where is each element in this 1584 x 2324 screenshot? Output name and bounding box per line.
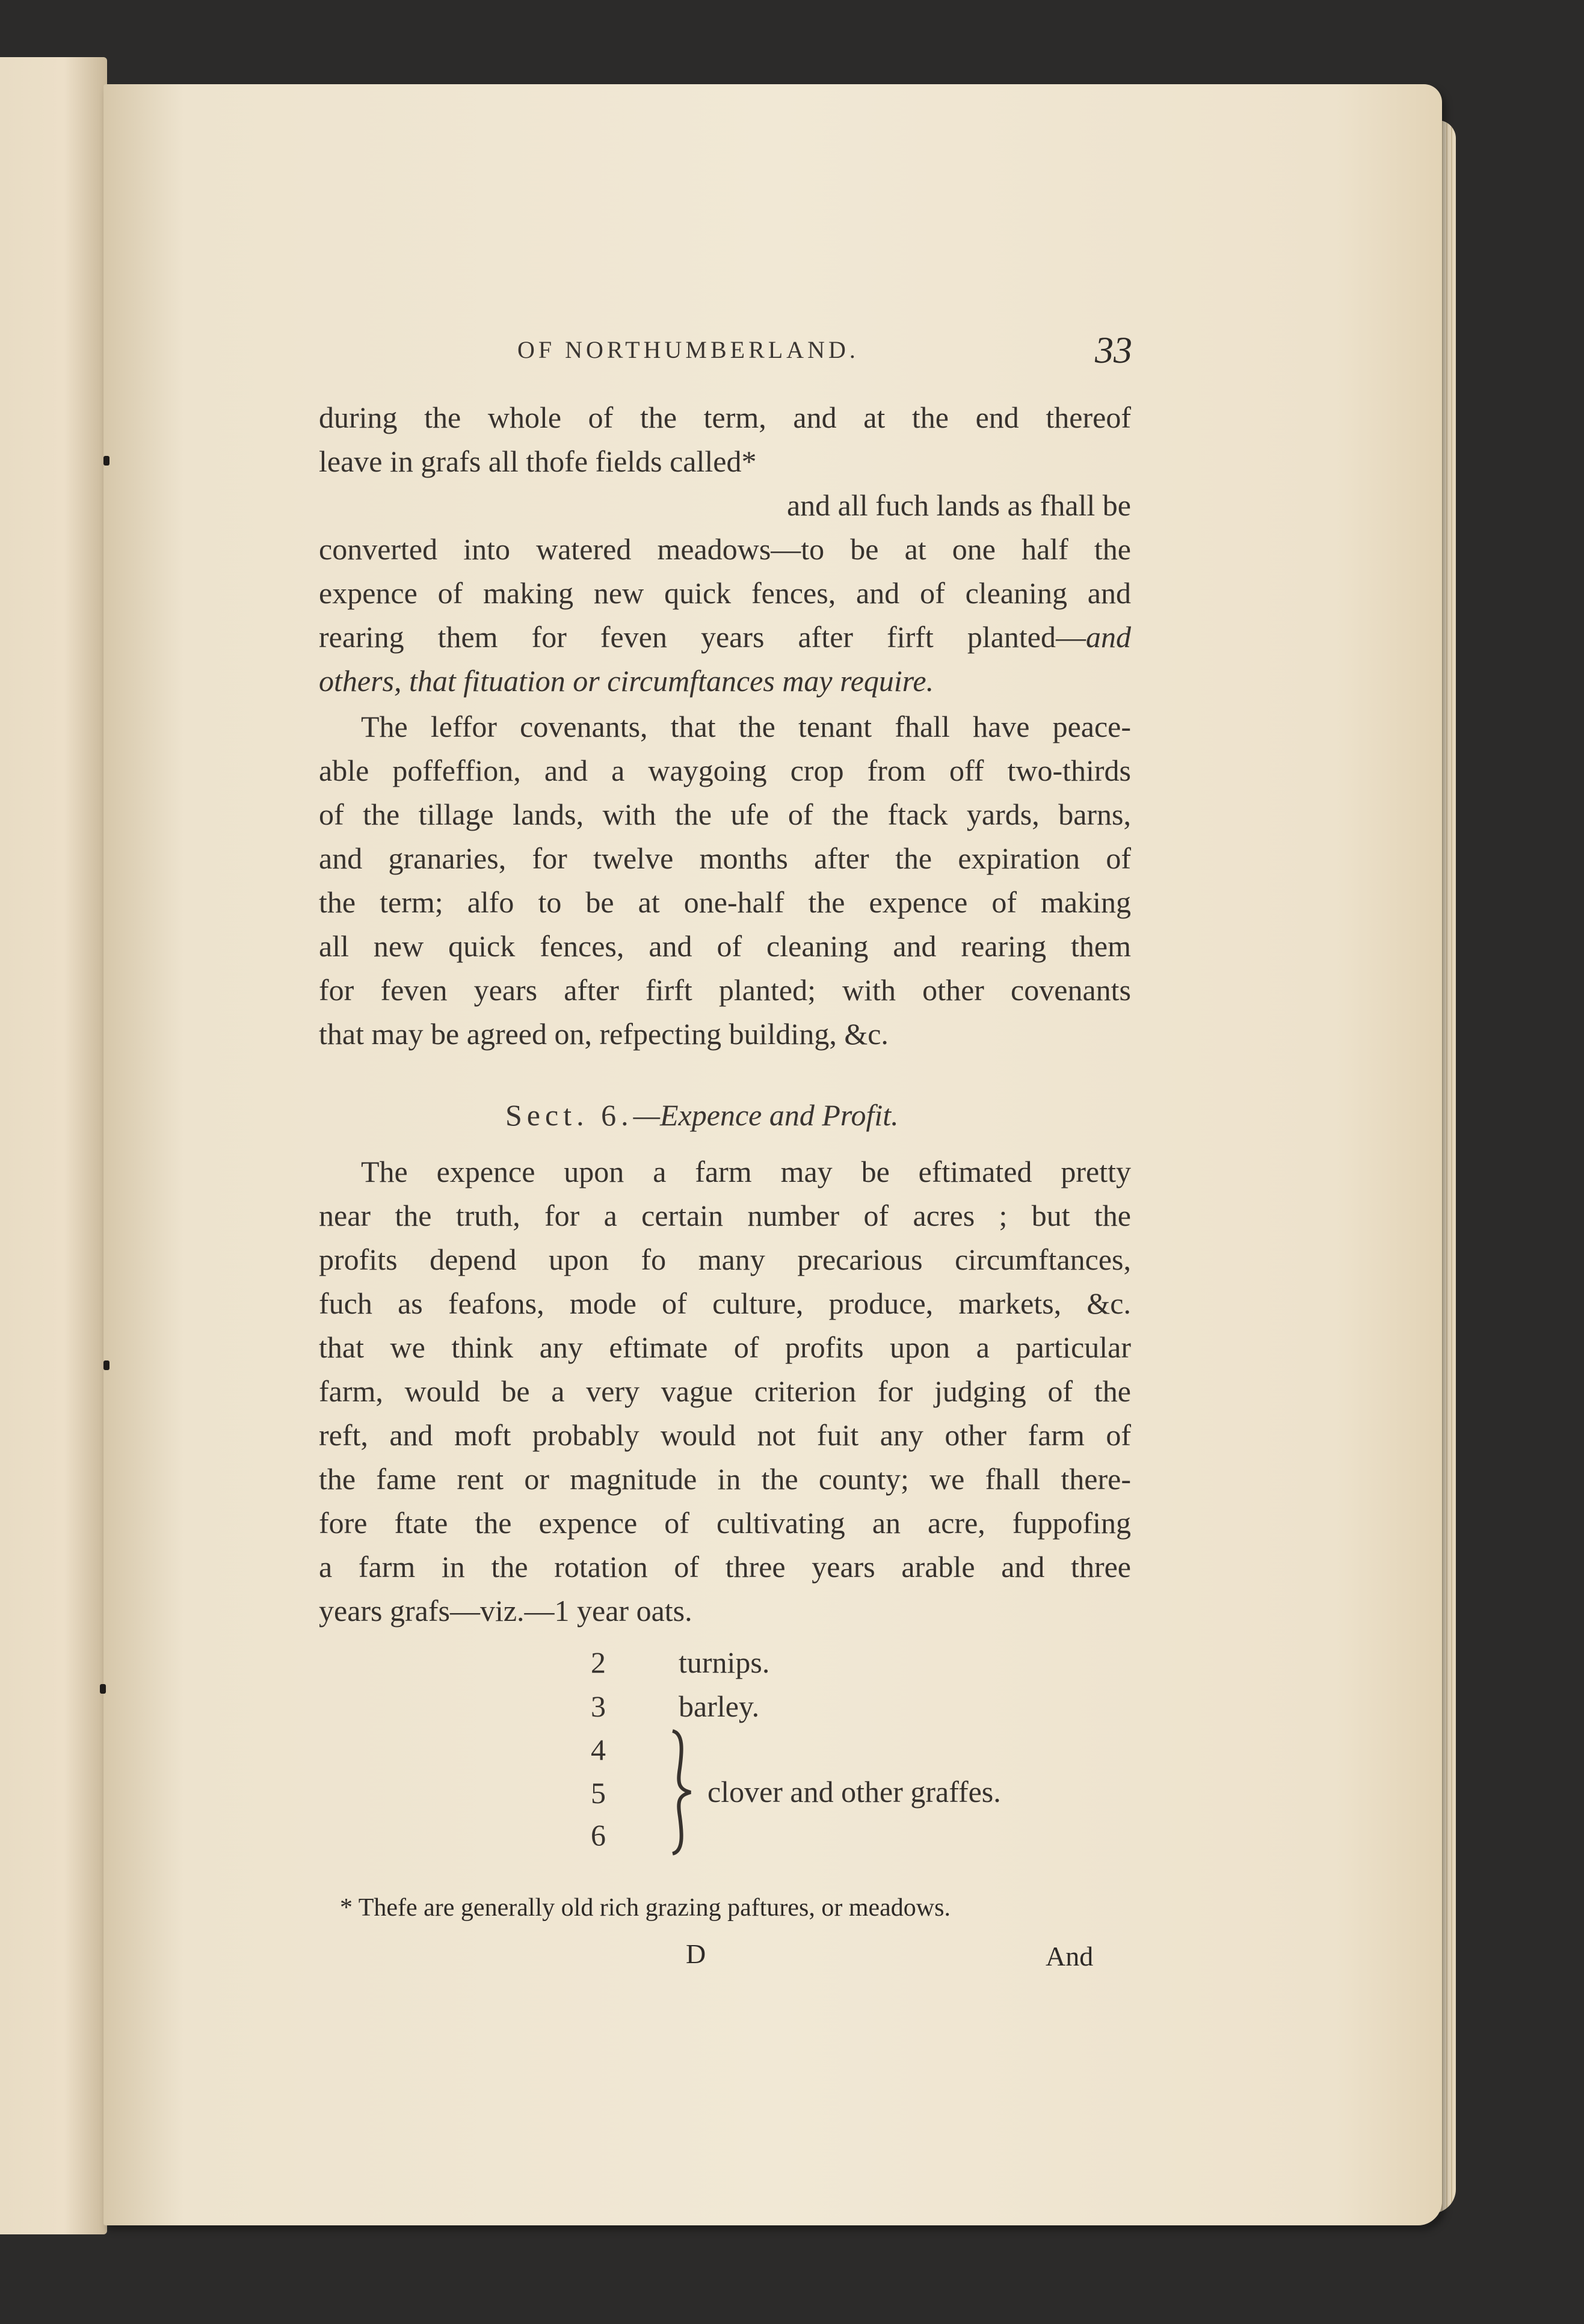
text-line: the term; alfo to be at one-half the expence of making [319, 885, 1131, 919]
rotation-crop: turnips. [679, 1646, 770, 1679]
text-line: converted into watered meadows—to be at one half the [319, 532, 1131, 566]
page-number: 33 [1095, 330, 1132, 371]
text-line [319, 615, 1131, 659]
running-head: OF NORTHUMBERLAND. [517, 336, 859, 363]
section-title: —Expence and Profit. [633, 1098, 899, 1132]
paragraph-lessor-covenants [319, 705, 1131, 1056]
paragraph-expence-profit [319, 1150, 1131, 1633]
footnote: * Thefe are generally old rich grazing paftures, or meadows. [340, 1894, 951, 1922]
section-label: Sect. 6. [505, 1098, 633, 1132]
text-segment-italic: and [1086, 620, 1131, 654]
left-page-edge [0, 57, 107, 2234]
text-line: a farm in the rotation of three years arable and three [319, 1550, 1131, 1584]
rotation-crop: barley. [679, 1689, 760, 1723]
text-line: fore ftate the expence of cultivating an acre, fuppofing [319, 1506, 1131, 1540]
text-line: all new quick fences, and of cleaning and rearing them [319, 929, 1131, 963]
rotation-number: 4 [591, 1733, 606, 1766]
rotation-crop: clover and other graffes. [707, 1775, 1001, 1809]
text-line: of the tillage lands, with the ufe of the ftack yards, barns, [319, 798, 1131, 831]
text-line: the fame rent or magnitude in the county; we fhall there- [319, 1462, 1131, 1496]
section-heading [505, 1098, 899, 1133]
text-line: fuch as feafons, mode of culture, produce, markets, &c. [319, 1286, 1131, 1320]
text-line: during the whole of the term, and at the end thereof [319, 401, 1131, 434]
rotation-number: 2 [591, 1646, 606, 1679]
text-line: and granaries, for twelve months after the expiration of [319, 841, 1131, 875]
text-line: profits depend upon fo many precarious circumftances, [319, 1243, 1131, 1276]
text-line: The expence upon a farm may be eftimated pretty [361, 1155, 1131, 1188]
rotation-number: 3 [591, 1689, 606, 1723]
margin-mark [100, 1684, 106, 1694]
catchword: And [1046, 1941, 1094, 1972]
paragraph-lease-terms [319, 396, 1131, 703]
rotation-number: 6 [591, 1818, 606, 1852]
curly-brace [661, 1726, 697, 1858]
text-line: near the truth, for a certain number of acres ; but the [319, 1199, 1131, 1232]
signature-mark: D [686, 1938, 706, 1969]
text-line: years grafs—viz.—1 year oats. [319, 1594, 692, 1628]
text-line: that may be agreed on, refpecting building, &c. [319, 1017, 889, 1051]
text-line: and all fuch lands as fhall be [786, 488, 1131, 522]
text-line: The leffor covenants, that the tenant fhall have peace- [361, 710, 1131, 743]
rotation-number: 5 [591, 1776, 606, 1810]
text-line: leave in grafs all thofe fields called* [319, 444, 757, 478]
text-line: others, that fituation or circumftances may require. [319, 664, 934, 698]
text-line: reft, and moft probably would not fuit any other farm of [319, 1418, 1131, 1452]
margin-mark [103, 1360, 109, 1370]
text-line: expence of making new quick fences, and of cleaning and [319, 576, 1131, 610]
margin-mark [103, 456, 109, 466]
text-segment: rearing them for feven years after firft planted— [319, 620, 1086, 654]
text-line: farm, would be a very vague criterion for judging of the [319, 1374, 1131, 1408]
text-line: that we think any eftimate of profits upon a particular [319, 1330, 1131, 1364]
text-line: able poffeffion, and a waygoing crop from off two-thirds [319, 754, 1131, 787]
text-line: for feven years after firft planted; with other covenants [319, 973, 1131, 1007]
